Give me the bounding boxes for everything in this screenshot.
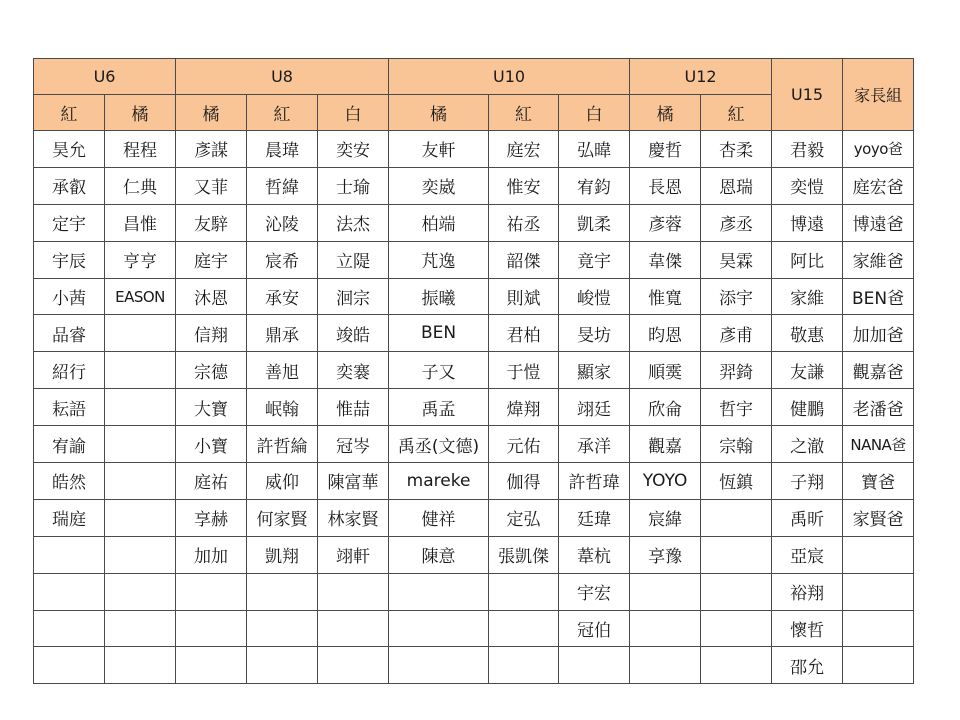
table-cell [843, 610, 914, 647]
table-cell: 奕愷 [772, 167, 843, 204]
table-cell: 觀嘉爸 [843, 352, 914, 389]
group-header-parents: 家長組 [843, 59, 914, 131]
table-cell: 健祥 [389, 499, 489, 536]
table-cell: 威仰 [247, 463, 318, 500]
table-row [34, 426, 914, 463]
table-cell [389, 573, 489, 610]
team-header: 紅 [701, 95, 772, 131]
table-cell: 葦杭 [559, 536, 630, 573]
table-cell: 家賢爸 [843, 499, 914, 536]
table-cell [105, 426, 176, 463]
table-cell: 翊廷 [559, 389, 630, 426]
table-cell [318, 573, 389, 610]
table-cell: 冠岑 [318, 426, 389, 463]
table-cell: 皓然 [34, 463, 105, 500]
table-cell: mareke [389, 463, 489, 500]
table-cell: 欣侖 [630, 389, 701, 426]
table-cell [389, 610, 489, 647]
table-cell [489, 573, 559, 610]
table-cell [318, 647, 389, 684]
table-row [34, 167, 914, 204]
table-cell: 阿比 [772, 241, 843, 278]
table-cell: 惟安 [489, 167, 559, 204]
table-cell: 健鵬 [772, 389, 843, 426]
table-cell: 庭宏 [489, 131, 559, 168]
table-cell: 旻坊 [559, 315, 630, 352]
table-body [34, 131, 914, 684]
table-cell: 子又 [389, 352, 489, 389]
table-cell: 奕崴 [389, 167, 489, 204]
table-row [34, 131, 914, 168]
table-cell [34, 536, 105, 573]
table-cell: 林家賢 [318, 499, 389, 536]
table-cell: 順霙 [630, 352, 701, 389]
table-cell: 何家賢 [247, 499, 318, 536]
table-cell: 宸緯 [630, 499, 701, 536]
table-cell: 加加爸 [843, 315, 914, 352]
table-cell [489, 647, 559, 684]
team-header: 白 [318, 95, 389, 131]
table-cell: 竣皓 [318, 315, 389, 352]
table-cell: 觀嘉 [630, 426, 701, 463]
table-cell: 禹丞(文德) [389, 426, 489, 463]
table-cell: 善旭 [247, 352, 318, 389]
table-cell: EASON [105, 278, 176, 315]
table-cell: 士瑜 [318, 167, 389, 204]
table-cell: 裕翔 [772, 573, 843, 610]
team-header: 紅 [489, 95, 559, 131]
table-cell: 宸希 [247, 241, 318, 278]
table-cell: 庭宏爸 [843, 167, 914, 204]
table-cell [630, 610, 701, 647]
table-cell [247, 573, 318, 610]
table-cell: 加加 [176, 536, 247, 573]
table-cell: 紹行 [34, 352, 105, 389]
table-cell [630, 647, 701, 684]
table-cell: 瑞庭 [34, 499, 105, 536]
table-cell [105, 647, 176, 684]
table-cell: 奕安 [318, 131, 389, 168]
table-cell [701, 536, 772, 573]
table-cell [843, 536, 914, 573]
table-row [34, 315, 914, 352]
table-cell [843, 647, 914, 684]
table-cell [176, 610, 247, 647]
table-cell [105, 610, 176, 647]
table-cell: 羿錡 [701, 352, 772, 389]
table-cell [701, 610, 772, 647]
table-row [34, 204, 914, 241]
table-cell: BEN [389, 315, 489, 352]
table-cell: 振曦 [389, 278, 489, 315]
table-cell: 友騂 [176, 204, 247, 241]
table-row [34, 389, 914, 426]
table-cell: 宥諭 [34, 426, 105, 463]
table-row [34, 278, 914, 315]
team-header: 紅 [247, 95, 318, 131]
table-cell: 陳意 [389, 536, 489, 573]
table-cell: BEN爸 [843, 278, 914, 315]
table-cell [559, 647, 630, 684]
table-cell: 博遠爸 [843, 204, 914, 241]
table-cell [105, 389, 176, 426]
table-cell: 于愷 [489, 352, 559, 389]
table-cell: 沁陵 [247, 204, 318, 241]
table-cell: 承安 [247, 278, 318, 315]
table-cell: 昌惟 [105, 204, 176, 241]
table-cell: 彥蓉 [630, 204, 701, 241]
table-header [34, 59, 914, 131]
table-cell: yoyo爸 [843, 131, 914, 168]
table-cell: 長恩 [630, 167, 701, 204]
table-cell: 杏柔 [701, 131, 772, 168]
table-cell [701, 647, 772, 684]
table-cell: 懷哲 [772, 610, 843, 647]
table-cell: 祐丞 [489, 204, 559, 241]
table-cell: 友謙 [772, 352, 843, 389]
table-cell: NANA爸 [843, 426, 914, 463]
table-cell: 友軒 [389, 131, 489, 168]
group-header-u15: U15 [772, 59, 843, 131]
table-cell: 鼎承 [247, 315, 318, 352]
table-cell [318, 610, 389, 647]
table-cell: 禹孟 [389, 389, 489, 426]
table-cell: 彥謀 [176, 131, 247, 168]
table-cell: 凱翔 [247, 536, 318, 573]
table-cell [389, 647, 489, 684]
table-cell: 享赫 [176, 499, 247, 536]
table-cell: 定宇 [34, 204, 105, 241]
table-cell: 添宇 [701, 278, 772, 315]
table-cell [105, 463, 176, 500]
table-cell: 宥鈞 [559, 167, 630, 204]
table-cell: 顯家 [559, 352, 630, 389]
team-header: 橘 [389, 95, 489, 131]
table-cell: 慶哲 [630, 131, 701, 168]
group-header-u10: U10 [389, 59, 630, 95]
table-cell: 哲緯 [247, 167, 318, 204]
table-cell [176, 573, 247, 610]
table-cell [34, 610, 105, 647]
table-cell: 惟喆 [318, 389, 389, 426]
table-cell: 承洋 [559, 426, 630, 463]
table-cell: 煒翔 [489, 389, 559, 426]
table-cell: 邵允 [772, 647, 843, 684]
table-cell [843, 573, 914, 610]
table-cell: 竟宇 [559, 241, 630, 278]
table-cell [34, 573, 105, 610]
table-cell: 冠伯 [559, 610, 630, 647]
table-cell: 庭宇 [176, 241, 247, 278]
table-cell [701, 499, 772, 536]
table-cell: 彥丞 [701, 204, 772, 241]
table-cell [105, 573, 176, 610]
table-cell [105, 315, 176, 352]
table-cell: 敬惠 [772, 315, 843, 352]
table-cell [247, 647, 318, 684]
table-cell: 宗翰 [701, 426, 772, 463]
table-cell: 耘語 [34, 389, 105, 426]
table-cell: 家維 [772, 278, 843, 315]
table-row [34, 499, 914, 536]
table-cell: 庭祐 [176, 463, 247, 500]
table-cell: 信翔 [176, 315, 247, 352]
group-header-u12: U12 [630, 59, 772, 95]
table-row [34, 463, 914, 500]
table-cell: 小茜 [34, 278, 105, 315]
table-cell: 柏端 [389, 204, 489, 241]
table-row [34, 241, 914, 278]
table-cell [105, 536, 176, 573]
table-cell: 立隄 [318, 241, 389, 278]
table-row [34, 352, 914, 389]
table-cell: 許哲綸 [247, 426, 318, 463]
table-cell: 奕褰 [318, 352, 389, 389]
table-cell: 法杰 [318, 204, 389, 241]
group-header-u6: U6 [34, 59, 176, 95]
table-cell: 小寶 [176, 426, 247, 463]
table-cell: 享豫 [630, 536, 701, 573]
table-row [34, 610, 914, 647]
table-cell [34, 647, 105, 684]
table-cell: 弘暐 [559, 131, 630, 168]
table-cell: 廷瑋 [559, 499, 630, 536]
table-cell [630, 573, 701, 610]
team-header: 橘 [105, 95, 176, 131]
table-cell [105, 499, 176, 536]
table-cell: 凱柔 [559, 204, 630, 241]
table-cell [701, 573, 772, 610]
table-cell: YOYO [630, 463, 701, 500]
table-cell: 韋傑 [630, 241, 701, 278]
table-cell: 韶傑 [489, 241, 559, 278]
table-cell: 子翔 [772, 463, 843, 500]
table-cell: 伽得 [489, 463, 559, 500]
table-cell: 家維爸 [843, 241, 914, 278]
table-cell: 承叡 [34, 167, 105, 204]
table-cell: 君毅 [772, 131, 843, 168]
table-cell [247, 610, 318, 647]
table-cell: 品睿 [34, 315, 105, 352]
table-cell: 程程 [105, 131, 176, 168]
table-cell: 張凱傑 [489, 536, 559, 573]
team-header: 橘 [630, 95, 701, 131]
table-cell: 惟寬 [630, 278, 701, 315]
team-header: 紅 [34, 95, 105, 131]
table-cell: 老潘爸 [843, 389, 914, 426]
table-cell: 博遠 [772, 204, 843, 241]
table-cell: 許哲瑋 [559, 463, 630, 500]
table-cell: 哲宇 [701, 389, 772, 426]
table-cell: 寶爸 [843, 463, 914, 500]
table-row [34, 647, 914, 684]
table-cell [105, 352, 176, 389]
table-cell: 峻愷 [559, 278, 630, 315]
table-cell: 又菲 [176, 167, 247, 204]
table-cell: 宇宏 [559, 573, 630, 610]
table-cell: 之澈 [772, 426, 843, 463]
table-cell: 大寶 [176, 389, 247, 426]
age-group-header-row [34, 59, 914, 95]
table-cell: 芃逸 [389, 241, 489, 278]
table-row [34, 573, 914, 610]
table-row [34, 536, 914, 573]
team-roster-table [33, 58, 914, 684]
team-header: 白 [559, 95, 630, 131]
table-cell [176, 647, 247, 684]
table-cell: 恩瑞 [701, 167, 772, 204]
table-cell: 宇辰 [34, 241, 105, 278]
table-cell: 恆鎮 [701, 463, 772, 500]
table-cell: 陳富華 [318, 463, 389, 500]
table-cell: 沐恩 [176, 278, 247, 315]
table-cell: 定弘 [489, 499, 559, 536]
table-cell: 君柏 [489, 315, 559, 352]
team-header: 橘 [176, 95, 247, 131]
table-cell: 岷翰 [247, 389, 318, 426]
table-cell: 宗德 [176, 352, 247, 389]
table-cell: 亨亨 [105, 241, 176, 278]
group-header-u8: U8 [176, 59, 389, 95]
table-cell: 昊霖 [701, 241, 772, 278]
table-cell: 彥甫 [701, 315, 772, 352]
table-cell: 則斌 [489, 278, 559, 315]
table-cell: 洄宗 [318, 278, 389, 315]
table-cell: 亞宸 [772, 536, 843, 573]
table-cell: 翊軒 [318, 536, 389, 573]
table-cell: 元佑 [489, 426, 559, 463]
table-cell: 仁典 [105, 167, 176, 204]
table-cell [489, 610, 559, 647]
table-cell: 昀恩 [630, 315, 701, 352]
table-cell: 禹昕 [772, 499, 843, 536]
table-cell: 晨瑋 [247, 131, 318, 168]
table-cell: 昊允 [34, 131, 105, 168]
